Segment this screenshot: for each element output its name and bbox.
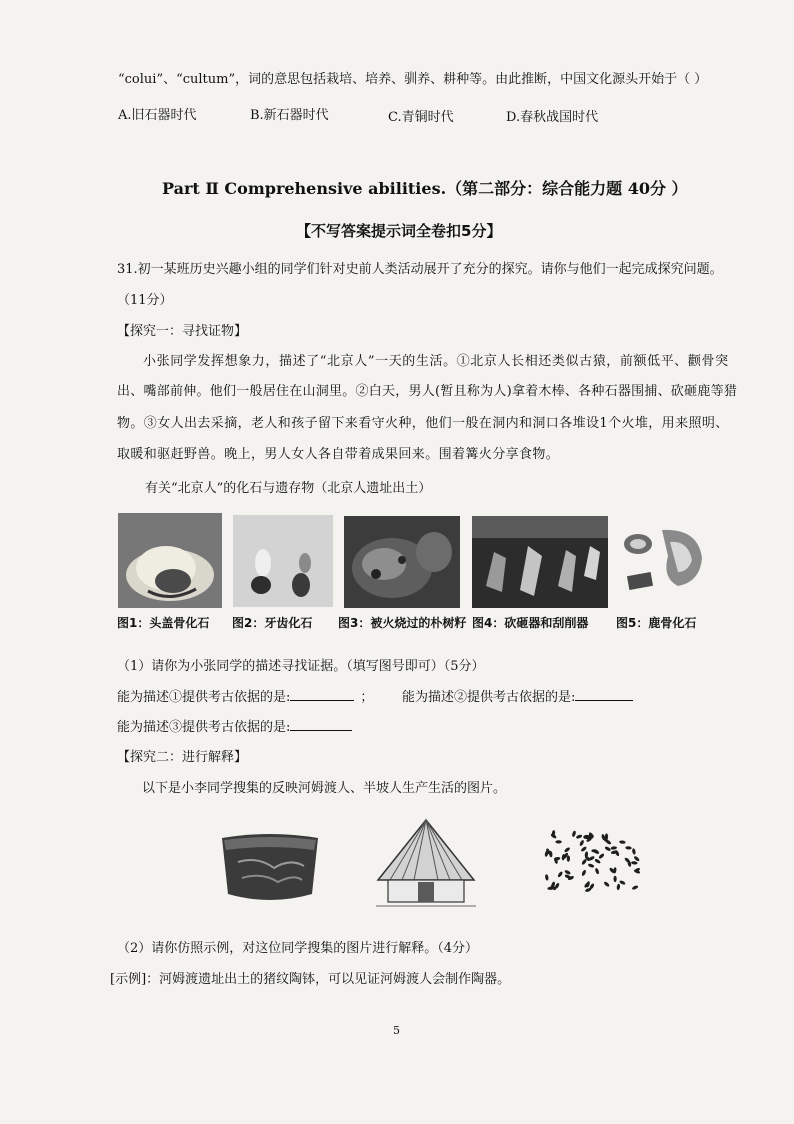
- grain: [588, 863, 595, 868]
- q31-score: （11分）: [117, 293, 173, 308]
- passage-line: 小张同学发挥想象力，描述了“北京人”一天的生活。①北京人长相还类似古猿，前额低平、颧骨突: [143, 354, 729, 369]
- figure-caption: 图1：头盖骨化石: [117, 616, 210, 630]
- passage-line: 取暖和驱赶野兽。晚上，男人女人各自带着成果回来。围着篝火分享食物。: [117, 447, 560, 462]
- sub-question-1: （1）请你为小张同学的描述寻找证据。（填写图号即可）（5分）: [117, 659, 485, 674]
- grain: [619, 840, 626, 844]
- grain: [619, 880, 626, 886]
- grain: [594, 858, 601, 864]
- explore1-title: 【探究一：寻找证物】: [117, 324, 248, 339]
- figure-caption: 图5：鹿骨化石: [616, 616, 697, 630]
- pottery-bowl-image: [218, 828, 322, 908]
- explore2-title: 【探究二：进行解释】: [117, 750, 248, 765]
- figure-caption: 图3：被火烧过的朴树籽: [338, 616, 467, 630]
- answer-line-1: [117, 686, 373, 705]
- option-a: A.旧石器时代: [118, 108, 197, 123]
- burnt-seeds-image: [344, 516, 460, 608]
- deer-bone-image: [618, 520, 710, 608]
- grain: [632, 848, 636, 855]
- figure-caption: 图4：砍砸器和刮削器: [472, 616, 589, 630]
- grain: [616, 884, 620, 891]
- grain: [595, 868, 600, 875]
- grain: [614, 876, 617, 882]
- teeth-fossil-image: [233, 515, 333, 607]
- grain: [631, 861, 638, 865]
- grain: [576, 834, 583, 839]
- grain: [567, 855, 570, 861]
- example-text: [示例]：河姆渡遗址出土的猪纹陶钵，可以见证河姆渡人会制作陶器。: [110, 972, 511, 987]
- answer-label-1: 能为描述①提供考古依据的是:: [117, 690, 291, 705]
- grain: [571, 830, 576, 837]
- grain: [564, 847, 571, 853]
- separator: ；: [360, 690, 374, 705]
- answer-blank-2[interactable]: [575, 686, 633, 701]
- part2-notice: 【不写答案提示词全卷扣5分】: [296, 222, 502, 240]
- grain: [604, 846, 611, 852]
- grain: [625, 846, 632, 850]
- option-c: C.青铜时代: [388, 110, 454, 125]
- question-30-stem: “colui”、“cultum”，词的意思包括栽培、培养、驯养、耕种等。由此推断，中国文化源头开始于（ ）: [118, 72, 708, 87]
- stone-tools-image: [472, 516, 608, 608]
- figure-caption: 图2：牙齿化石: [232, 616, 313, 630]
- part2-heading: Part Ⅱ Comprehensive abilities.（第二部分：综合能力题 40分 ）: [162, 179, 688, 198]
- option-d: D.春秋战国时代: [506, 110, 599, 125]
- sub-question-2: （2）请你仿照示例，对这位同学搜集的图片进行解释。（4分）: [117, 941, 479, 956]
- answer-line-2: [402, 686, 633, 705]
- grain: [598, 853, 605, 860]
- grain: [603, 881, 610, 888]
- skull-fossil-image: [118, 513, 222, 608]
- explore2-text: 以下是小李同学搜集的反映河姆渡人、半坡人生产生活的图片。: [142, 781, 507, 796]
- passage-line: 出、嘴部前伸。他们一般居住在山洞里。②白天，男人(暂且称为人)拿着木棒、各种石器围捕、砍砸鹿等猎: [117, 384, 738, 399]
- grain: [564, 869, 571, 875]
- grain: [610, 846, 617, 850]
- answer-label-3: 能为描述③提供考古依据的是:: [117, 720, 291, 735]
- q31-stem: 31.初一某班历史兴趣小组的同学们针对史前人类活动展开了充分的探究。请你与他们一起完成探究问题。: [117, 262, 723, 277]
- figure-title: 有关“北京人”的化石与遗存物（北京人遗址出土）: [145, 481, 432, 496]
- grain: [632, 885, 639, 891]
- option-b: B.新石器时代: [250, 108, 329, 123]
- grain: [633, 855, 640, 862]
- grain: [557, 871, 563, 878]
- answer-blank-1[interactable]: [290, 686, 354, 701]
- answer-line-3: [117, 716, 352, 735]
- answer-blank-3[interactable]: [290, 716, 352, 731]
- thatched-hut-image: [374, 818, 478, 910]
- grain: [555, 840, 561, 843]
- grain: [581, 869, 587, 876]
- answer-label-2: 能为描述②提供考古依据的是:: [402, 690, 576, 705]
- grain: [579, 839, 585, 846]
- grains-image: [540, 826, 644, 898]
- grain: [545, 874, 549, 881]
- passage-line: 物。③女人出去采摘，老人和孩子留下来看守火种，他们一般在洞内和洞口各堆设1个火堆，用来照明、: [117, 416, 729, 431]
- grain: [580, 846, 587, 853]
- page-number: 5: [393, 1024, 400, 1037]
